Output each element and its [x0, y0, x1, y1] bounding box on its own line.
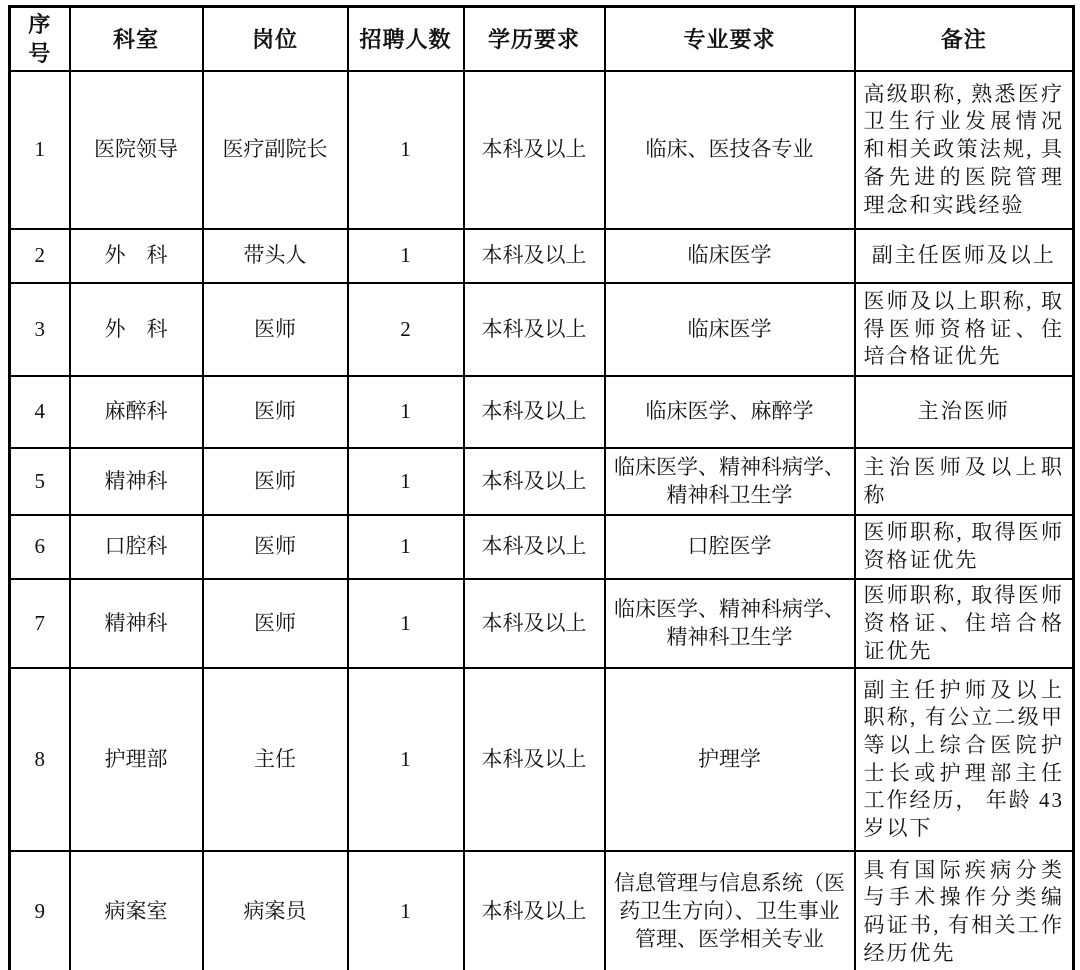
- cell-count: 1: [348, 229, 464, 283]
- cell-education: 本科及以上: [464, 376, 605, 448]
- cell-education: 本科及以上: [464, 515, 605, 579]
- cell-education: 本科及以上: [464, 851, 605, 970]
- cell-major: 信息管理与信息系统（医药卫生方向）、卫生事业管理、医学相关专业: [605, 851, 855, 970]
- cell-major: 护理学: [605, 668, 855, 851]
- cell-remark: 副主任护师及以上职称, 有公立二级甲等以上综合医院护士长或护理部主任工作经历， 年龄 43 岁以下: [855, 668, 1074, 851]
- cell-position: 病案员: [203, 851, 348, 970]
- cell-major: 临床、医技各专业: [605, 71, 855, 229]
- col-header-position: 岗位: [203, 7, 348, 72]
- cell-count: 1: [348, 376, 464, 448]
- cell-no: 7: [10, 579, 70, 668]
- cell-department: 病案室: [70, 851, 203, 970]
- cell-count: 1: [348, 579, 464, 668]
- cell-major: 临床医学、精神科病学、精神科卫生学: [605, 579, 855, 668]
- cell-department: 麻醉科: [70, 376, 203, 448]
- cell-count: 1: [348, 668, 464, 851]
- cell-no: 8: [10, 668, 70, 851]
- cell-major: 口腔医学: [605, 515, 855, 579]
- cell-education: 本科及以上: [464, 448, 605, 515]
- table-row: [10, 71, 1074, 229]
- col-header-department: 科室: [70, 7, 203, 72]
- header-row: [10, 7, 1074, 72]
- recruitment-table: [8, 5, 1075, 970]
- cell-count: 1: [348, 851, 464, 970]
- cell-no: 9: [10, 851, 70, 970]
- table-row: [10, 579, 1074, 668]
- cell-major: 临床医学: [605, 229, 855, 283]
- cell-remark: 主治医师及以上职称: [855, 448, 1074, 515]
- col-header-headcount: 招聘人数: [348, 7, 464, 72]
- cell-department: 外 科: [70, 283, 203, 376]
- table-row: [10, 376, 1074, 448]
- cell-count: 1: [348, 515, 464, 579]
- cell-education: 本科及以上: [464, 229, 605, 283]
- table-row: [10, 448, 1074, 515]
- table-row: [10, 668, 1074, 851]
- table-row: [10, 515, 1074, 579]
- cell-remark: 具有国际疾病分类与手术操作分类编码证书, 有相关工作经历优先: [855, 851, 1074, 970]
- cell-remark: 副主任医师及以上: [855, 229, 1074, 283]
- cell-remark: 主治医师: [855, 376, 1074, 448]
- cell-count: 2: [348, 283, 464, 376]
- cell-major: 临床医学、精神科病学、精神科卫生学: [605, 448, 855, 515]
- cell-position: 医师: [203, 283, 348, 376]
- table-row: [10, 851, 1074, 970]
- cell-position: 主任: [203, 668, 348, 851]
- cell-department: 医院领导: [70, 71, 203, 229]
- cell-department: 精神科: [70, 579, 203, 668]
- cell-position: 医师: [203, 448, 348, 515]
- cell-count: 1: [348, 448, 464, 515]
- cell-education: 本科及以上: [464, 668, 605, 851]
- cell-count: 1: [348, 71, 464, 229]
- cell-no: 2: [10, 229, 70, 283]
- cell-no: 6: [10, 515, 70, 579]
- cell-position: 医疗副院长: [203, 71, 348, 229]
- cell-remark: 医师及以上职称, 取得医师资格证、住培合格证优先: [855, 283, 1074, 376]
- cell-no: 1: [10, 71, 70, 229]
- col-header-education: 学历要求: [464, 7, 605, 72]
- cell-department: 护理部: [70, 668, 203, 851]
- cell-department: 口腔科: [70, 515, 203, 579]
- cell-position: 带头人: [203, 229, 348, 283]
- cell-education: 本科及以上: [464, 579, 605, 668]
- col-header-major: 专业要求: [605, 7, 855, 72]
- cell-department: 外 科: [70, 229, 203, 283]
- cell-position: 医师: [203, 515, 348, 579]
- cell-no: 3: [10, 283, 70, 376]
- col-header-no: 序号: [10, 7, 70, 72]
- cell-major: 临床医学: [605, 283, 855, 376]
- table-row: [10, 229, 1074, 283]
- table-row: [10, 283, 1074, 376]
- cell-remark: 医师职称, 取得医师资格证、住培合格证优先: [855, 579, 1074, 668]
- col-header-remarks: 备注: [855, 7, 1074, 72]
- cell-no: 4: [10, 376, 70, 448]
- cell-department: 精神科: [70, 448, 203, 515]
- cell-remark: 医师职称, 取得医师资格证优先: [855, 515, 1074, 579]
- cell-remark: 高级职称, 熟悉医疗卫生行业发展情况和相关政策法规, 具备先进的医院管理理念和实践经验: [855, 71, 1074, 229]
- cell-education: 本科及以上: [464, 71, 605, 229]
- cell-no: 5: [10, 448, 70, 515]
- cell-position: 医师: [203, 376, 348, 448]
- cell-position: 医师: [203, 579, 348, 668]
- cell-major: 临床医学、麻醉学: [605, 376, 855, 448]
- cell-education: 本科及以上: [464, 283, 605, 376]
